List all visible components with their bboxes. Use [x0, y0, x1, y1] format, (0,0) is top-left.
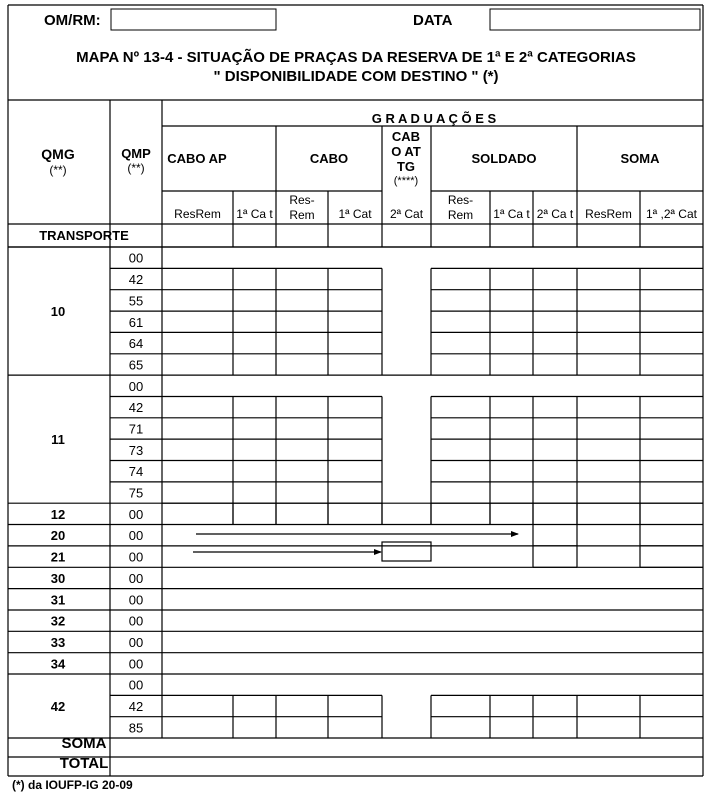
footnote: (*) da IOUFP-IG 20-09	[12, 778, 133, 792]
subheader-1-0: Rem	[289, 208, 315, 222]
qmp-cell: 42	[128, 272, 144, 288]
qmp-cell: 61	[128, 314, 144, 330]
total-label: TOTAL	[59, 755, 109, 772]
subheader-4-1: 1ª ,2ª Cat	[646, 207, 697, 221]
group-label-cabo-at-tg-line: O AT	[391, 144, 421, 159]
qmp-cell: 00	[128, 528, 144, 544]
subheader-2-0: 2ª Cat	[389, 207, 424, 221]
subheader-3-0: Rem	[447, 208, 474, 222]
qmg-header: QMG	[41, 146, 75, 162]
qmg-20: 20	[50, 528, 66, 544]
subheader-3-2: 2ª Ca t	[536, 207, 574, 221]
qmg-33: 33	[50, 635, 66, 650]
subheader-1-1: 1ª Cat	[338, 207, 372, 221]
data-label: DATA	[413, 12, 453, 29]
qmp-cell: 00	[128, 506, 144, 522]
qmp-cell: 55	[128, 293, 144, 309]
group-label-cabo-ap: CABO AP	[167, 151, 227, 166]
qmp-cell: 85	[128, 720, 144, 736]
qmp-cell: 42	[128, 699, 144, 715]
subheader-3-0: Res-	[447, 193, 474, 207]
group-label-cabo-at-tg-line: TG	[396, 159, 416, 174]
qmp-cell: 00	[128, 656, 144, 672]
map-title: MAPA Nº 13-4 - SITUAÇÃO DE PRAÇAS DA RESERVA DE 1ª E 2ª CATEGORIAS	[76, 49, 636, 66]
qmp-cell: 00	[128, 677, 144, 693]
group-note-cabo-at-tg: (****)	[393, 175, 419, 187]
qmg-42: 42	[50, 699, 66, 714]
qmg-note: (**)	[49, 163, 67, 177]
subheader-4-0: ResRem	[585, 207, 632, 221]
qmg-30: 30	[50, 570, 66, 586]
qmp-cell: 65	[128, 357, 144, 373]
qmg-12: 12	[50, 506, 66, 522]
qmp-cell: 00	[128, 549, 144, 565]
qmp-cell: 00	[128, 570, 144, 586]
group-label-cabo-at-tg-line: CAB	[391, 129, 421, 144]
qmp-cell: 64	[128, 336, 144, 352]
subheader-0-1: 1ª Ca t	[236, 207, 273, 221]
map-subtitle: " DISPONIBILIDADE COM DESTINO " (*)	[213, 68, 499, 85]
cabo-at-tg-cell-21[interactable]	[382, 542, 431, 561]
soma-label: SOMA	[61, 735, 107, 752]
qmp-header: QMP	[121, 146, 151, 161]
qmp-note: (**)	[127, 161, 145, 175]
qmg-31: 31	[50, 592, 66, 608]
om-rm-label: OM/RM:	[44, 12, 101, 29]
group-label-cabo: CABO	[309, 151, 349, 166]
graduacoes-header: G R A D U A Ç Õ E S	[371, 111, 497, 126]
qmg-10: 10	[50, 304, 66, 320]
qmp-cell: 73	[128, 442, 144, 458]
data-field[interactable]	[490, 9, 700, 30]
qmp-cell: 00	[128, 613, 144, 629]
qmp-cell: 42	[128, 400, 144, 416]
qmg-34: 34	[50, 656, 66, 672]
group-label-soldado: SOLDADO	[471, 151, 537, 166]
transporte-label: TRANSPORTE	[39, 228, 129, 243]
subheader-3-1: 1ª Ca t	[493, 207, 530, 221]
subheader-1-0: Res-	[289, 193, 315, 207]
om-rm-field[interactable]	[111, 9, 276, 30]
subheader-0-0: ResRem	[174, 207, 221, 221]
qmp-cell: 75	[128, 485, 144, 501]
qmp-cell: 71	[128, 421, 144, 437]
qmp-cell: 00	[128, 592, 144, 608]
qmp-cell: 00	[128, 378, 144, 394]
qmg-21: 21	[50, 549, 66, 565]
qmp-cell: 00	[128, 635, 144, 650]
qmp-cell: 00	[128, 250, 144, 266]
qmp-cell: 74	[128, 464, 144, 480]
qmg-11: 11	[51, 432, 65, 448]
qmg-32: 32	[50, 613, 66, 629]
group-label-soma: SOMA	[620, 151, 660, 166]
